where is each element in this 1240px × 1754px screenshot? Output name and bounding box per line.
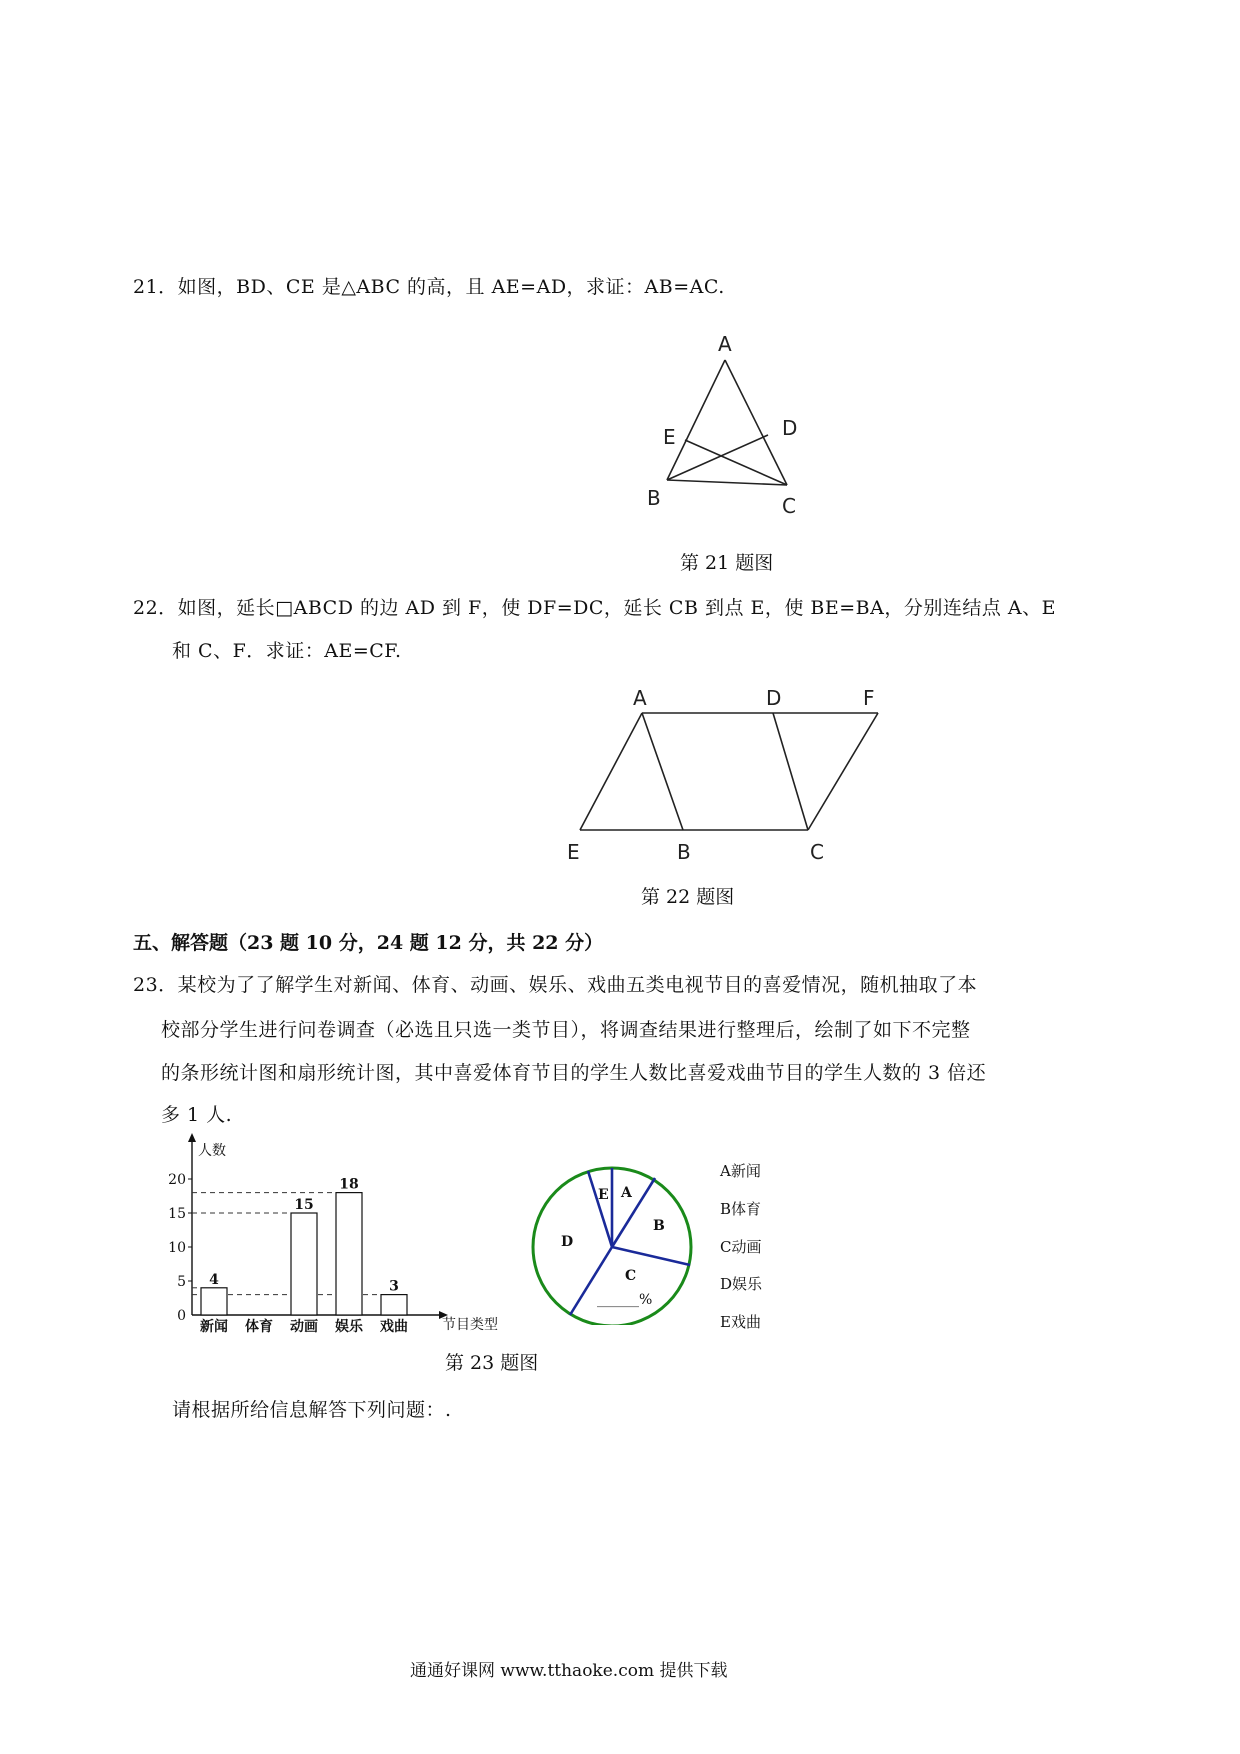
bar-value-label: 4 xyxy=(209,1271,219,1288)
y-tick-label: 10 xyxy=(168,1240,186,1256)
side-ac xyxy=(725,360,787,485)
page-footer: 通通好课网 www.tthaoke.com 提供下载 xyxy=(410,1661,728,1681)
q23-caption: 第 23 题图 xyxy=(445,1352,539,1374)
x-category-label: 新闻 xyxy=(200,1319,228,1335)
y-tick-label: 20 xyxy=(168,1172,186,1188)
q22-parallelogram-figure xyxy=(555,680,895,870)
y-tick-label: 15 xyxy=(168,1206,186,1222)
bar xyxy=(291,1213,317,1315)
q22-text-line2: 和 C、F．求证：AE=CF. xyxy=(172,640,402,662)
q22-caption: 第 22 题图 xyxy=(641,886,735,908)
q22-text-line1: 22．如图，延长□ABCD 的边 AD 到 F，使 DF=DC，延长 CB 到点 E，使 BE=BA，分别连结点 A、E xyxy=(133,597,1056,619)
q23-text-line2: 校部分学生进行问卷调查（必选且只选一类节目），将调查结果进行整理后，绘制了如下不完整 xyxy=(161,1019,971,1041)
point-label-c: C xyxy=(810,840,824,864)
x-category-label: 娱乐 xyxy=(335,1319,363,1335)
y-tick-label: 5 xyxy=(177,1274,186,1290)
pie-label-e: E xyxy=(598,1187,609,1203)
pie-chart xyxy=(525,1160,700,1325)
x-axis-label: 节目类型 xyxy=(442,1317,498,1333)
bar xyxy=(201,1288,227,1315)
x-category-label: 动画 xyxy=(290,1319,318,1335)
point-label-b: B xyxy=(647,486,661,510)
point-label-d: D xyxy=(782,416,798,440)
pie-blank-percent: ______% xyxy=(597,1292,653,1308)
bar xyxy=(381,1295,407,1315)
legend-item-e: E戏曲 xyxy=(720,1313,761,1331)
side-ab xyxy=(667,360,725,480)
q21-text: 21．如图，BD、CE 是△ABC 的高，且 AE=AD，求证：AB=AC. xyxy=(133,276,725,298)
point-label-e: E xyxy=(663,425,676,449)
x-category-label: 戏曲 xyxy=(380,1319,408,1335)
pie-label-c: C xyxy=(625,1268,637,1284)
q21-caption: 第 21 题图 xyxy=(680,552,774,574)
legend-item-b: B体育 xyxy=(720,1200,762,1218)
pie-label-d: D xyxy=(561,1234,574,1250)
q21-triangle-figure xyxy=(620,325,840,525)
x-category-label: 体育 xyxy=(245,1319,273,1335)
legend-item-d: D娱乐 xyxy=(720,1275,763,1293)
segment-ab xyxy=(642,713,683,830)
legend-item-a: A新闻 xyxy=(720,1162,761,1180)
section-heading: 五、解答题（23 题 10 分，24 题 12 分，共 22 分） xyxy=(133,932,604,954)
point-label-c: C xyxy=(782,494,796,518)
pie-divider-d-e xyxy=(588,1171,612,1247)
pie-label-a: A xyxy=(621,1185,632,1201)
point-label-a: A xyxy=(718,332,732,356)
point-label-a: A xyxy=(633,686,647,710)
altitude-bd xyxy=(667,435,768,480)
bar-value-label: 18 xyxy=(339,1176,359,1193)
altitude-ce xyxy=(685,440,787,485)
pie-label-b: B xyxy=(653,1218,665,1234)
q23-text-line1: 23．某校为了了解学生对新闻、体育、动画、娱乐、戏曲五类电视节目的喜爱情况，随机抽取了本 xyxy=(133,974,978,996)
q23-text-line3: 的条形统计图和扇形统计图，其中喜爱体育节目的学生人数比喜爱戏曲节目的学生人数的 3 倍还 xyxy=(161,1062,987,1084)
y-axis-label: 人数 xyxy=(198,1143,226,1159)
segment-fc xyxy=(808,713,878,830)
q23-text-line4: 多 1 人. xyxy=(161,1104,233,1126)
bar-value-label: 15 xyxy=(294,1197,314,1213)
pie-divider-a-b xyxy=(612,1178,655,1247)
bar-value-label: 3 xyxy=(389,1278,399,1295)
point-label-e: E xyxy=(567,840,580,864)
side-bc xyxy=(667,480,787,485)
pie-divider-b-c xyxy=(612,1247,690,1265)
bar xyxy=(336,1193,362,1315)
legend-item-c: C动画 xyxy=(720,1238,762,1256)
point-label-b: B xyxy=(677,840,691,864)
segment-dc xyxy=(773,713,808,830)
y-tick-label: 0 xyxy=(177,1308,186,1324)
segment-ae xyxy=(580,713,642,830)
y-axis-arrow-icon xyxy=(188,1133,196,1142)
q23-prompt: 请根据所给信息解答下列问题：. xyxy=(172,1399,452,1421)
point-label-f: F xyxy=(863,686,875,710)
point-label-d: D xyxy=(766,686,782,710)
bar-chart xyxy=(160,1130,520,1335)
